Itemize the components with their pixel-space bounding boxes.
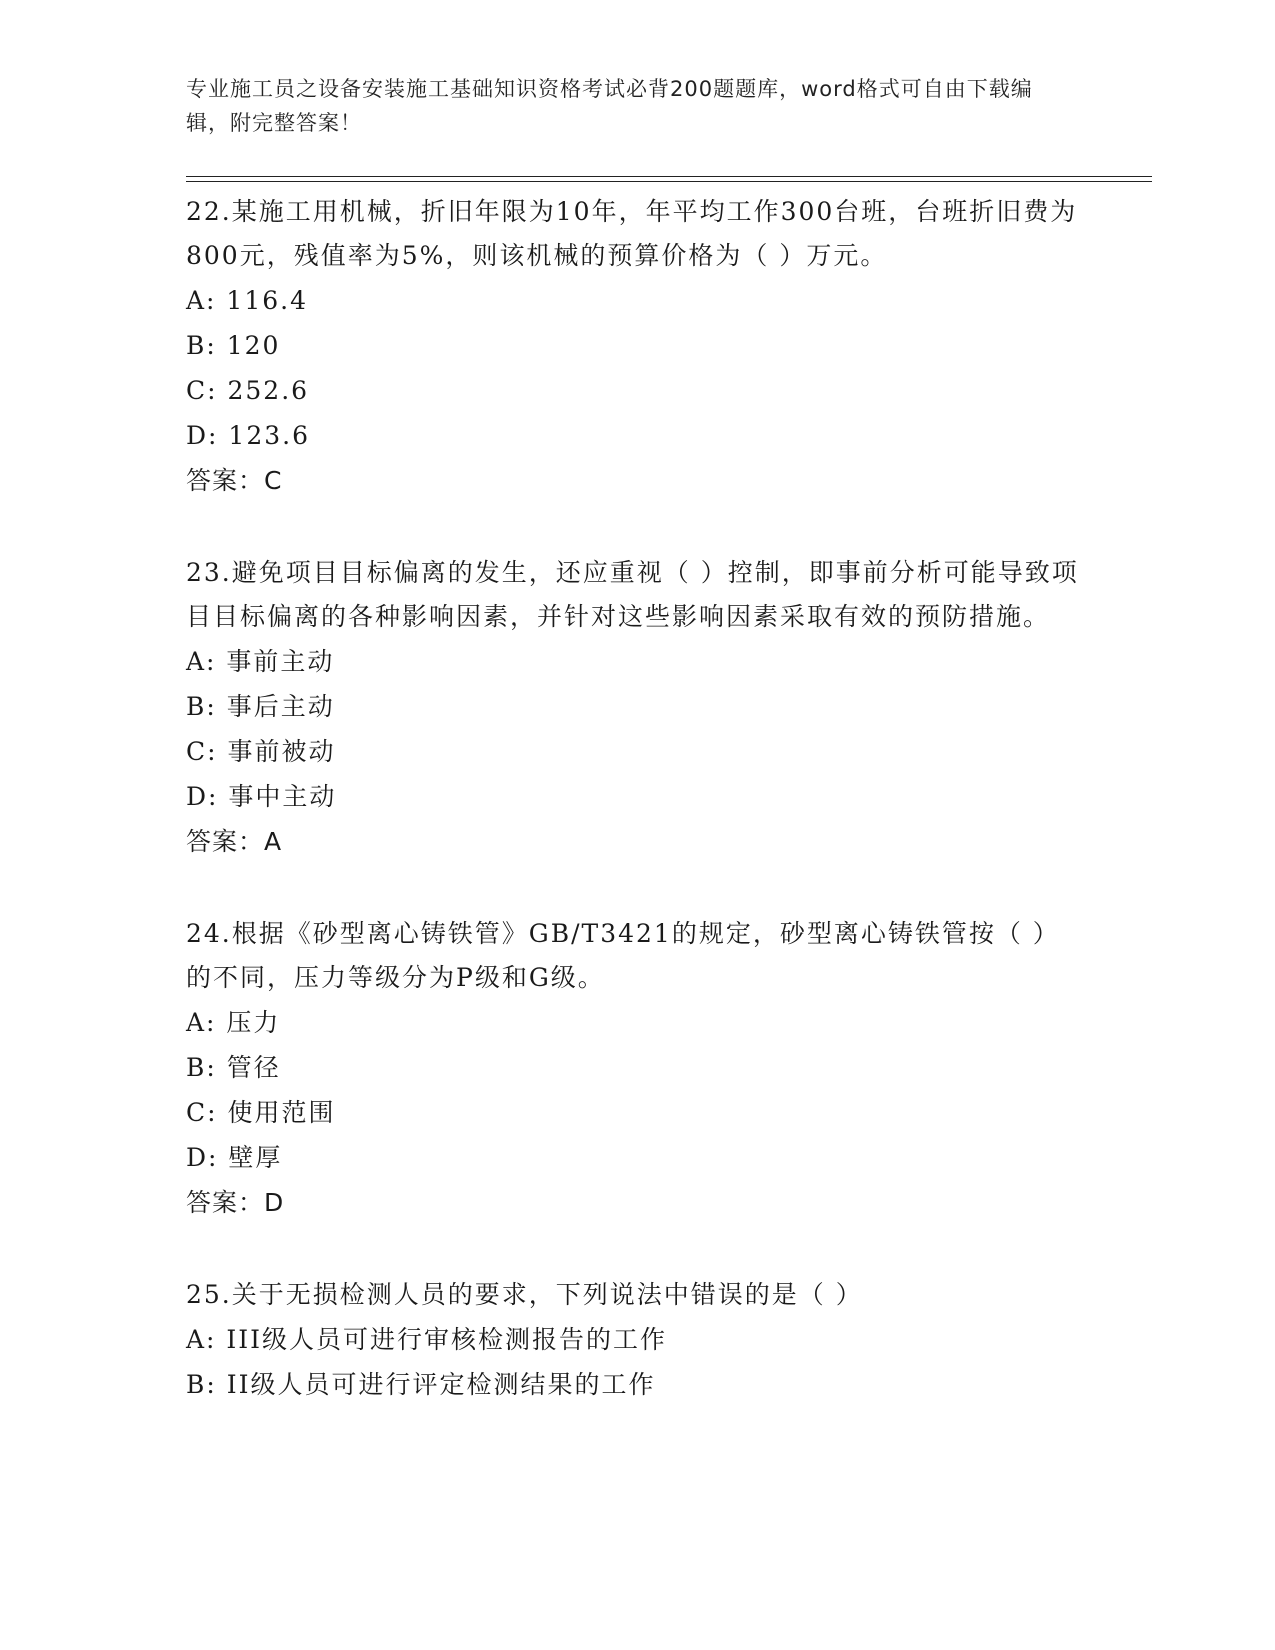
question-25 — [186, 1273, 1086, 1407]
header-divider-bottom — [186, 181, 1152, 182]
option-b: B: 120 — [186, 331, 281, 360]
option-b: B: II级人员可进行评定检测结果的工作 — [186, 1370, 656, 1399]
question-23 — [186, 551, 1086, 864]
question-text: 24.根据《砂型离心铸铁管》GB/T3421的规定，砂型离心铸铁管按（ ）的不同，压力等级分为P级和G级。 — [186, 919, 1060, 992]
option-d: D: 壁厚 — [186, 1143, 283, 1172]
question-text: 23.避免项目目标偏离的发生，还应重视（ ）控制，即事前分析可能导致项目目标偏离的各种影响因素，并针对这些影响因素采取有效的预防措施。 — [186, 558, 1079, 631]
option-b: B: 事后主动 — [186, 692, 335, 721]
option-c: C: 事前被动 — [186, 737, 336, 766]
header-divider-top — [186, 176, 1152, 177]
answer-line: 答案：D — [186, 1188, 285, 1217]
option-a: A: 事前主动 — [186, 647, 335, 676]
option-a: A: 116.4 — [186, 286, 308, 315]
answer-line: 答案：A — [186, 827, 283, 856]
option-a: A: III级人员可进行审核检测报告的工作 — [186, 1325, 668, 1354]
question-list — [186, 190, 1086, 1455]
option-a: A: 压力 — [186, 1008, 281, 1037]
question-22 — [186, 190, 1086, 503]
option-c: C: 使用范围 — [186, 1098, 336, 1127]
option-b: B: 管径 — [186, 1053, 281, 1082]
option-d: D: 123.6 — [186, 421, 310, 450]
question-24 — [186, 912, 1086, 1225]
question-text: 22.某施工用机械，折旧年限为10年，年平均工作300台班，台班折旧费为800元，残值率为5%，则该机械的预算价格为（ ）万元。 — [186, 197, 1078, 270]
option-c: C: 252.6 — [186, 376, 310, 405]
question-text: 25.关于无损检测人员的要求，下列说法中错误的是（ ） — [186, 1280, 863, 1309]
option-d: D: 事中主动 — [186, 782, 337, 811]
document-header: 专业施工员之设备安装施工基础知识资格考试必背200题题库，word格式可自由下载编辑，附完整答案！ — [186, 77, 1033, 135]
answer-line: 答案：C — [186, 466, 283, 495]
